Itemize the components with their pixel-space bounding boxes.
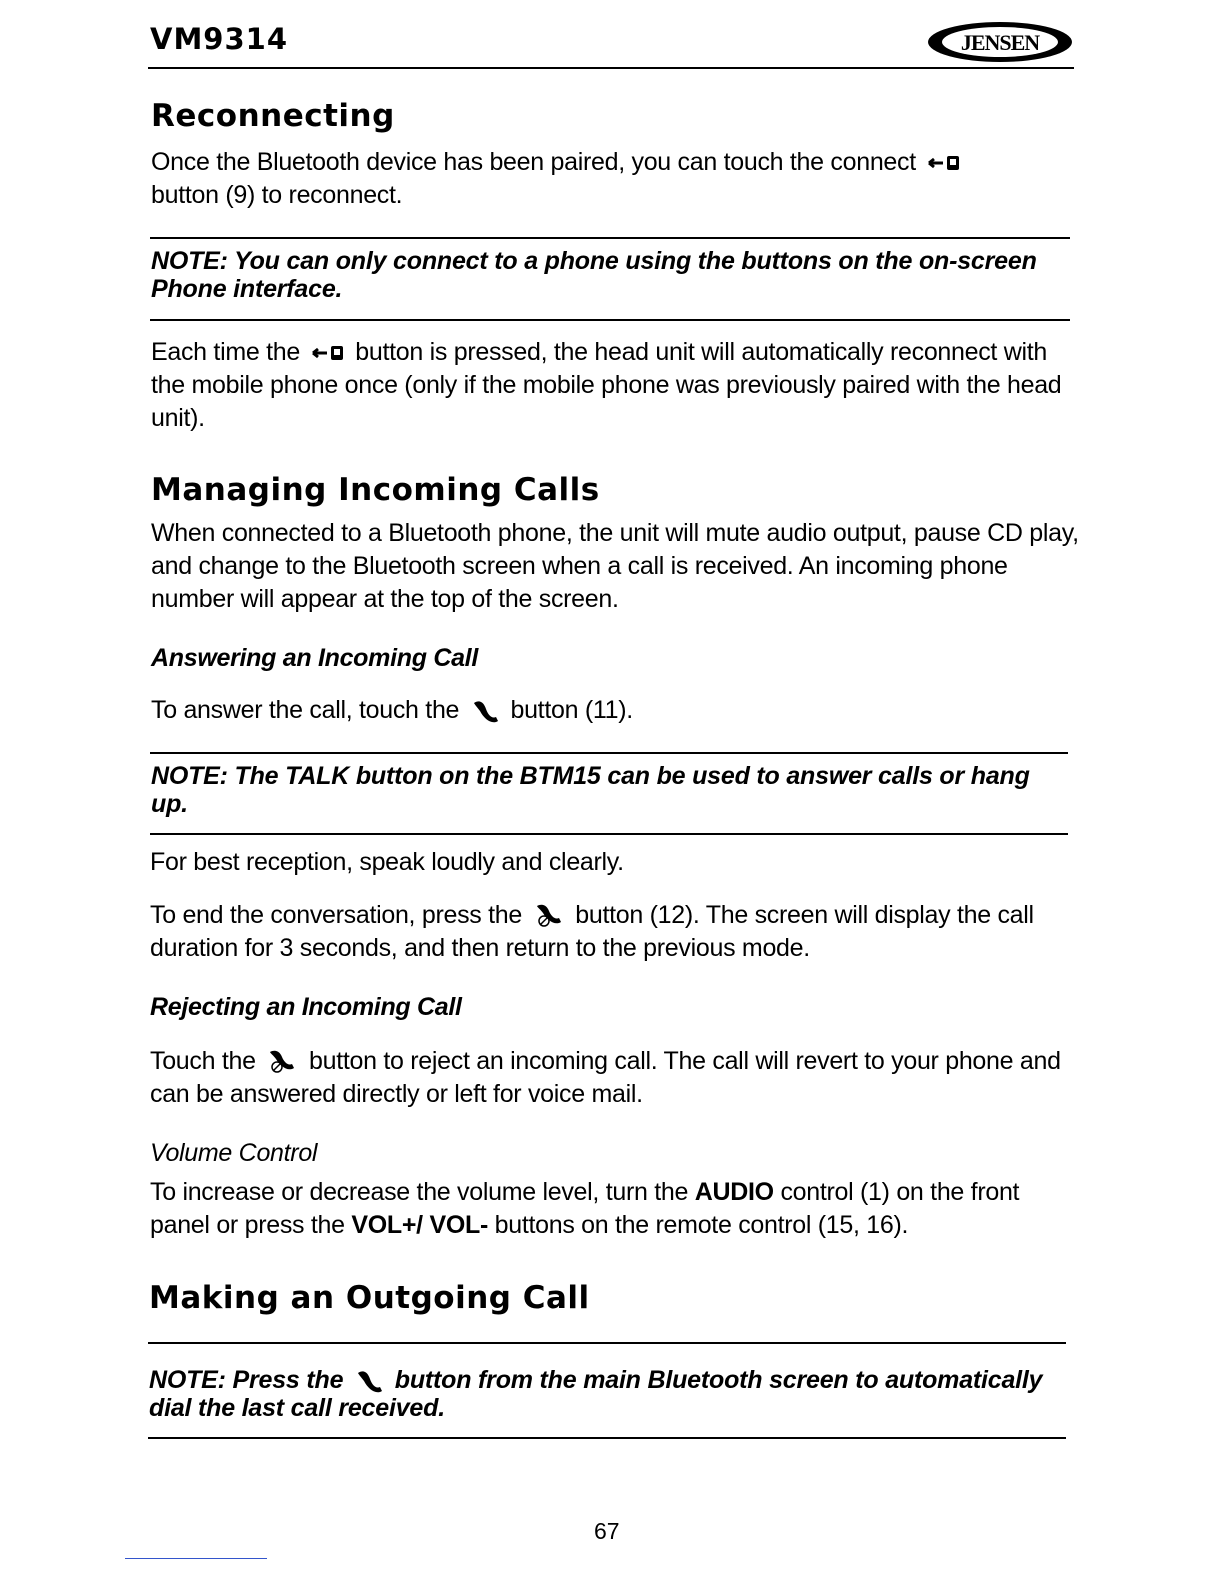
end-call-icon [533, 903, 565, 929]
jensen-logo [926, 20, 1074, 64]
text: NOTE: Press the [149, 1366, 344, 1394]
svg-text:JENSEN: JENSEN [960, 30, 1040, 55]
page-number: 67 [594, 1518, 620, 1544]
text: control (1) on the front panel or press the [150, 1178, 1020, 1239]
end-call-paragraph [150, 899, 1080, 965]
text: button from the main Bluetooth screen to automatically dial the last call received. [149, 1366, 1043, 1422]
text: button to reject an incoming call. The call will revert to your phone and can be answered directly or left for voice mail. [150, 1047, 1061, 1108]
text: button (12). The screen will display the call duration for 3 seconds, and then return to the previous mode. [150, 901, 1034, 962]
text: button (9) to reconnect. [151, 181, 403, 209]
section-title-outgoing: Making an Outgoing Call [149, 1280, 590, 1316]
incoming-paragraph: When connected to a Bluetooth phone, the unit will mute audio output, pause CD play, and change to the Bluetooth screen when a call is received. An incoming phone number will appear at the top of the screen. [151, 519, 1079, 613]
text: buttons on the remote control (15, 16). [487, 1211, 909, 1239]
subtitle-answering: Answering an Incoming Call [151, 644, 478, 672]
note-outgoing [149, 1366, 1059, 1422]
connect-icon [927, 154, 961, 172]
note-talk-button: NOTE: The TALK button on the BTM15 can be used to answer calls or hang up. [151, 762, 1030, 818]
model-title: VM9314 [150, 22, 289, 56]
section-title-incoming: Managing Incoming Calls [151, 472, 600, 508]
answer-phone-icon [354, 1369, 384, 1393]
note-reconnect: NOTE: You can only connect to a phone using the buttons on the on-screen Phone interface. [151, 247, 1037, 303]
subtitle-rejecting: Rejecting an Incoming Call [150, 993, 462, 1021]
reconnect-paragraph [151, 146, 1081, 212]
text: To answer the call, touch the [151, 696, 460, 724]
end-call-icon [266, 1049, 298, 1075]
subtitle-volume: Volume Control [150, 1139, 318, 1167]
audio-label: AUDIO [694, 1178, 774, 1206]
reconnect-paragraph-2 [151, 336, 1081, 435]
text: To increase or decrease the volume level, turn the [150, 1178, 695, 1206]
section-title-reconnecting: Reconnecting [151, 98, 395, 134]
text: button (11). [510, 696, 633, 724]
answer-paragraph [151, 694, 1081, 727]
text: To end the conversation, press the [150, 901, 522, 929]
volume-paragraph [150, 1176, 1080, 1242]
vol-label: VOL+/ VOL- [351, 1211, 488, 1239]
connect-icon [311, 344, 345, 362]
reject-paragraph [150, 1045, 1080, 1111]
text: Each time the [151, 338, 300, 366]
answer-phone-icon [470, 699, 500, 723]
reception-paragraph: For best reception, speak loudly and clearly. [150, 848, 624, 876]
text: button is pressed, the head unit will automatically reconnect with the mobile phone once (only if the mobile phone was previously paired with the head unit). [151, 338, 1062, 432]
text: Once the Bluetooth device has been paired, you can touch the connect [151, 148, 916, 176]
text: Touch the [150, 1047, 256, 1075]
